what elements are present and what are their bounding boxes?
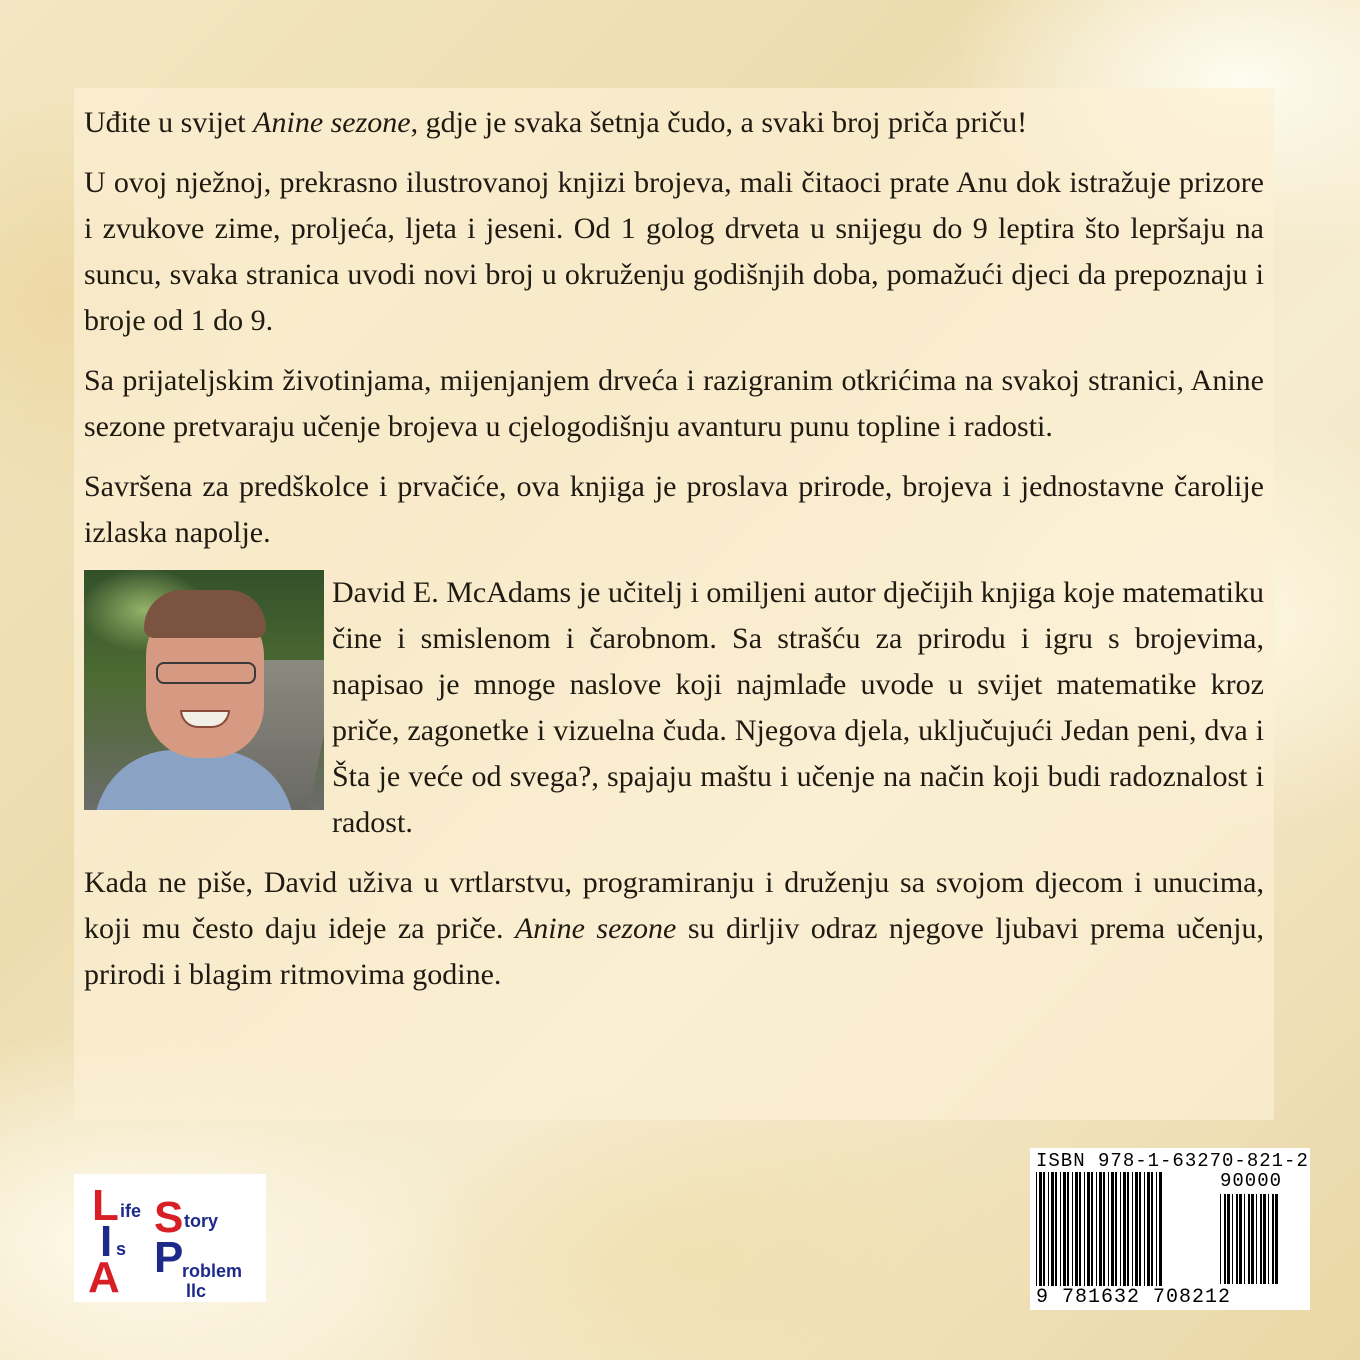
- features-paragraph: Sa prijateljskim životinjama, mijenjanjem drveća i razigranim otkrićima na svakoj stranici, Anine sezone pretvaraju učenje brojeva u cjelogodišnju avanturu punu topline i radosti.: [84, 364, 1264, 443]
- logo-word-llc: llc: [186, 1281, 207, 1301]
- hobbies-text-end: su dirljiv odraz njegove ljubavi prema učenju, prirodi i blagim ritmovima godine.: [84, 912, 1264, 991]
- isbn-barcode: [1030, 1148, 1310, 1310]
- intro-text-end: , gdje je svaka šetnja čudo, a svaki broj priča priču!: [410, 106, 1028, 139]
- intro-text-start: Uđite u svijet: [84, 106, 254, 139]
- logo-word-tory: tory: [184, 1211, 219, 1231]
- logo-letter-l: L: [92, 1181, 119, 1230]
- ean-digits: 9 781632 708212: [1036, 1286, 1232, 1309]
- price-code: 90000: [1220, 1170, 1283, 1192]
- author-photo: [84, 570, 324, 810]
- back-cover-text: [84, 100, 1264, 1012]
- audience-paragraph: Savršena za predškolce i prvačiće, ova knjiga je proslava prirode, brojeva i jednostavne čarolije izlaska napolje.: [84, 470, 1264, 549]
- addon-barcode-bars: [1220, 1194, 1304, 1284]
- logo-letter-p: P: [154, 1233, 184, 1282]
- author-hobbies-paragraph: [84, 860, 1264, 998]
- publisher-logo: [74, 1174, 266, 1302]
- author-bio-paragraph: [84, 570, 1264, 846]
- book-title-italic: Anine sezone: [253, 106, 411, 139]
- ean-barcode-bars: [1036, 1172, 1212, 1286]
- logo-letter-a: A: [88, 1253, 120, 1302]
- hobbies-text-start: Kada ne piše, David uživa u vrtlarstvu, programiranju i druženju sa svojom djecom i unucima, koji mu često daju ideje za priče.: [84, 866, 1264, 945]
- logo-letter-s: S: [154, 1193, 184, 1242]
- isbn-number: ISBN 978-1-63270-821-2: [1036, 1150, 1309, 1172]
- logo-word-ife: ife: [120, 1201, 142, 1221]
- intro-paragraph: [84, 100, 1264, 146]
- author-bio-text: David E. McAdams je učitelj i omiljeni autor dječijih knjiga koje matematiku čine i smislenom i čarobnom. Sa strašću za prirodu i igru s brojevima, napisao je mnoge naslove koji najmlađe uvode u svijet matematike kroz priče, zagonetke i vizuelna čuda. Njegova djela, uključujući Jedan peni, dva i Šta je veće od svega?, spajaju maštu i učenje na način koji budi radoznalost i radost.: [332, 576, 1264, 839]
- book-title-italic-2: Anine sezone: [514, 912, 677, 945]
- logo-word-s: s: [116, 1239, 127, 1259]
- description-paragraph: U ovoj nježnoj, prekrasno ilustrovanoj knjizi brojeva, mali čitaoci prate Anu dok istražuje prizore i zvukove zime, proljeća, ljeta i jeseni. Od 1 golog drveta u snijegu do 9 leptira što lepršaju na suncu, svaka stranica uvodi novi broj u okruženju godišnjih doba, pomažući djeci da prepoznaju i broje od 1 do 9.: [84, 166, 1264, 337]
- logo-letter-i: I: [100, 1217, 113, 1266]
- logo-word-roblem: roblem: [182, 1261, 243, 1281]
